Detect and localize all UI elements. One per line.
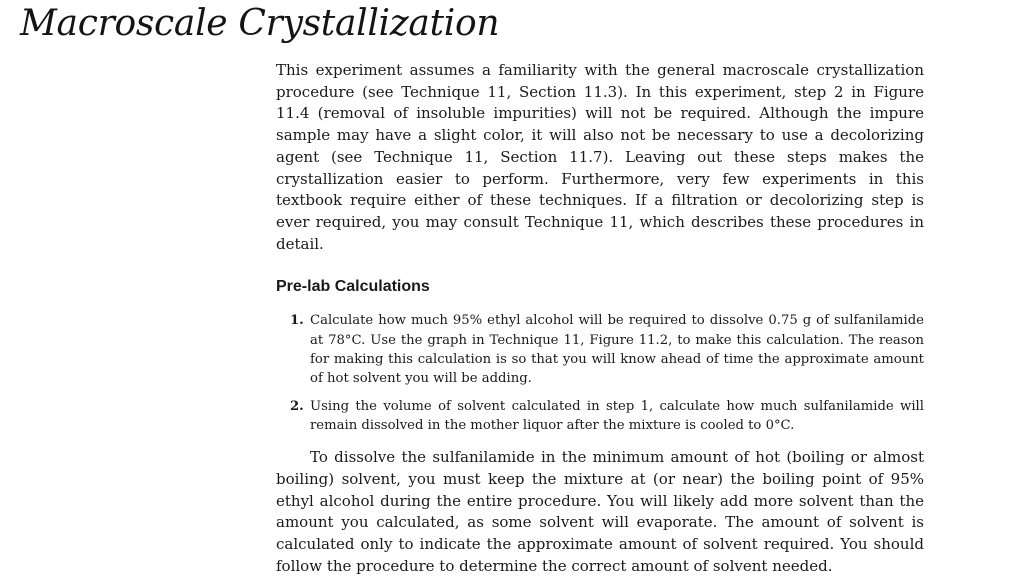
- step-number: 2.: [290, 398, 304, 414]
- calculation-steps: [276, 311, 924, 435]
- step-text: Using the volume of solvent calculated in step 1, calculate how much sulfanilamide will remain dissolved in the mother liquor after the mixture is cooled to 0°C.: [310, 398, 924, 433]
- step-text: Calculate how much 95% ethyl alcohol will be required to dissolve 0.75 g of sulfanilamide at 78°C. Use the graph in Technique 11, Figure 11.2, to make this calculation. The reason for making this calculation is so that you will know ahead of time the approximate amount of hot solvent you will be adding.: [310, 313, 924, 387]
- closing-paragraph: To dissolve the sulfanilamide in the minimum amount of hot (boiling or almost boiling) solvent, you must keep the mixture at (or near) the boiling point of 95% ethyl alcohol during the entire procedure. You will likely add more solvent than the amount you calculated, as some solvent will evaporate. The amount of solvent is calculated only to indicate the approximate amount of solvent required. You should follow the procedure to determine the correct amount of solvent needed.: [276, 448, 924, 575]
- intro-paragraph: This experiment assumes a familiarity with the general macroscale crystallization procedure (see Technique 11, Section 11.3). In this experiment, step 2 in Figure 11.4 (removal of insoluble impurities) will not be required. Although the impure sample may have a slight color, it will also not be necessary to use a decolorizing agent (see Technique 11, Section 11.7). Leaving out these steps makes the crystallization easier to perform. Furthermore, very few experiments in this textbook require either of these techniques. If a filtration or decolorizing step is ever required, you may consult Technique 11, which describes these procedures in detail.: [276, 61, 924, 253]
- body-column: [276, 60, 924, 577]
- list-item: [276, 311, 924, 388]
- page-title: Macroscale Crystallization: [20, 3, 500, 44]
- step-number: 1.: [290, 313, 304, 329]
- list-item: [276, 397, 924, 436]
- section-heading: Pre-lab Calculations: [276, 278, 430, 296]
